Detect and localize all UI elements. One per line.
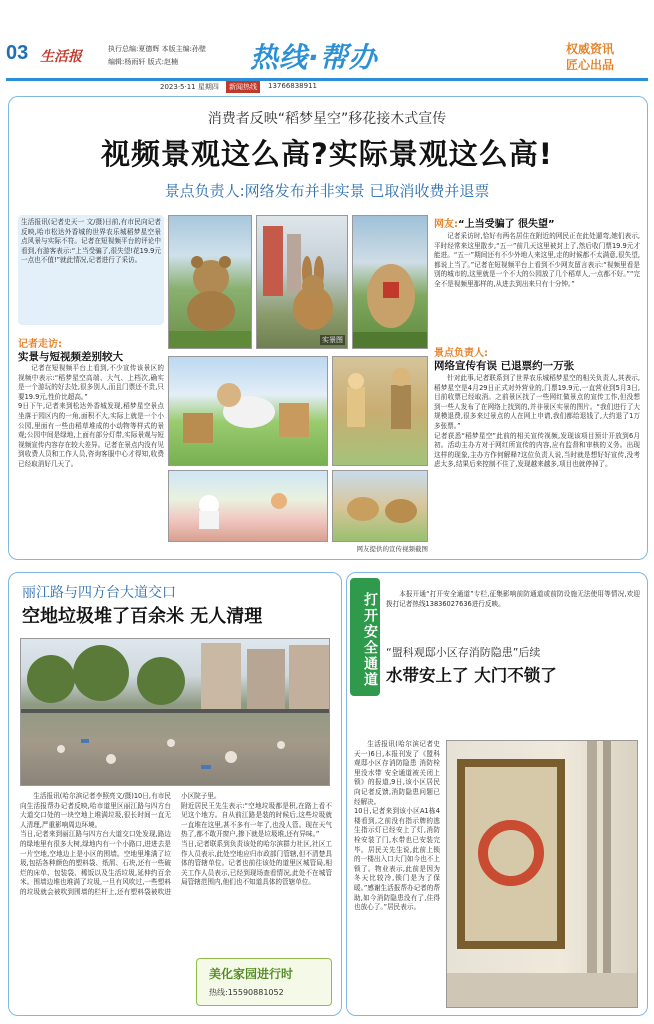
credits-line-1: 执行总编:夏德辉 本版主编:孙壁 — [108, 45, 206, 53]
photo-flower-field — [168, 470, 328, 542]
story1-lead: 生活报讯(记者史天一 文/摄)日前,有市民向记者反映,哈市松达外香城的世界农乐城稻梦星空景点风景与实际不符。记者在短视频平台的评论中看到,有游客表示:“上当受骗了,很失望!花19.9元一点也不值!”就此情况,记者进行了采访。 — [21, 218, 161, 265]
hotline-number: 13766838911 — [268, 82, 317, 90]
story3-headline: 水带安上了 大门不锁了 — [386, 666, 557, 685]
column-title: 热线·帮办 — [250, 41, 378, 74]
story2-headline: 空地垃圾堆了百余米 无人清理 — [22, 606, 263, 627]
safety-vertical-label: 打开安全通道 — [350, 578, 380, 696]
photo-bear-sculpture — [168, 215, 252, 349]
story3-intro: 本报开通“打开安全通道”专栏,征集影响前防通道或前防设施无法使用等情况,欢迎拨打记者热线13836027636进行反映。 — [386, 590, 640, 608]
netizen-title: “上当受骗了 很失望” — [458, 219, 555, 230]
hotline-label: 新闻热线 — [226, 81, 260, 93]
slogan-2: 匠心出品 — [566, 58, 615, 72]
netizen-body: 记者采访时,恰好有两名居住在附近的网民正在此处遛弯,她们表示,平时经常来这里散步,“五一”前几天这里被封上了,然后收门票19.9元才能进。“五一”期间还有不少外地人来这里,走的时候都不太满意,很失望,都说上当了。”记者在短视频平台上看到不少网友留言表示:“视频里看是别的城市的,这里就是一个不大的公园放了几个稻草人,一点都不好。”“完全不是视频里那样的,从进去到出来只有十分钟。” — [434, 232, 640, 288]
photo-hay-characters — [332, 356, 428, 466]
issue-date: 2023·5·11 星期四 — [160, 83, 219, 91]
photo-cartoon-garden — [168, 356, 328, 466]
photo-hay-figure — [352, 215, 428, 349]
story2-location: 丽江路与四方台大道交口 — [22, 585, 176, 601]
page-number: 03 — [6, 42, 29, 64]
story1-headline: 视频景观这么高?实际景观这么高! — [100, 137, 554, 171]
manager-label: 景点负责人: — [434, 348, 488, 359]
section1-body: 记者在短视频平台上看到,不少宣传该景区的视频中表示:“稻梦星空高端、大气、上档次,确实是一个游玩的好去处,很多别人,而且门票还不贵,只要19.9元,性价比超高。” 9日下午,记者来到松达外香城发现,稻梦星空景点坐落于园区内的一角,面积不大,实际上就是一个小公园,里面有一些由稻草堆成的小动物等样式的景观;公园中间是绿地,上面有部分灯带,实际景观与短视频宣传内容存在较大差异。记者在景点内没有见到收费人员和工作人员,咨询客服中心才得知,收费已经取消好几天了。 — [18, 364, 164, 468]
manager-title: 网络宣传有误 已退票约一万张 — [434, 360, 575, 372]
story3-body: 生活报讯(哈尔滨记者史天一)6日,本报刊发了《盟科观邸小区存消防隐患 消防栓里没水带 安全通道被关闭上锁》的报道,9日,该小区居民向记者反馈,消防隐患问题已经解决。 10日,记者来到该小区A1栋4楼看到,之前没有指示牌的逃生指示灯已经安上了灯,消防栓安装了门,水带也已安装完毕。居民关先生说,此前上锁的一楼出入口大门如今也不上锁了。物业表示,此前是因为冬天比较冷,锁门是为了保暖。”感谢生活报帮办记者的帮助,如今消防隐患没有了,住得也放心了。”居民表示。 — [354, 740, 440, 912]
photo-fire-hose-cabinet — [446, 740, 638, 1008]
story1-subhead: 景点负责人:网络发布并非实景 已取消收费并退票 — [164, 182, 490, 200]
story1-kicker: 消费者反映“稻梦星空”移花接木式宣传 — [207, 111, 447, 127]
netizen-label-text: 网友: — [434, 219, 458, 230]
header-rule — [6, 78, 648, 81]
photo-garbage-lot — [20, 638, 330, 786]
credits-line-2: 编辑:杨雨轩 版式:赵楠 — [108, 58, 178, 66]
section1-title: 实景与短视频差别较大 — [18, 351, 123, 363]
promo-title: 美化家园进行时 — [209, 967, 294, 981]
photo-tag-real-scene: 实景图 — [322, 336, 343, 344]
story3-kicker: “盟科观邸小区存消防隐患”后续 — [386, 646, 541, 659]
section1-label: 记者走访: — [18, 339, 62, 350]
promo-box — [196, 958, 332, 1006]
photo-rabbit-sculpture — [256, 215, 348, 349]
netizen-label — [434, 215, 555, 230]
slogan-1: 权威资讯 — [566, 42, 615, 56]
photo-hay-horses — [332, 470, 428, 542]
manager-body: 针对此事,记者联系到了世界农乐城稻梦星空的相关负责人,其表示,稻梦星空是4月29日正式对外营业的,门票19.9元,一直营业到5月3日,目前收票已经取消。之前景区找了一些网红做景点的宣传工作,但没想到一些人发布了在网络上找到的,并非景区实景的图片。“我们进行了大规模退费,很多来过景点的人在网上申请,我们都给退钱了,大约退了1万多张票。” 记者获悉“稻梦星空”此前的相关宣传视频,发现该项目预计开放到6月初。活动主办方对于网红所宣传的内容,应有监督和审核的义务。出现这样的现象,主办方作何解释?这位负责人说,当时就是想好好宣传,没考虑太多,结果后来控制不住了,发现越来越多,项目也就停掉了。 — [434, 374, 640, 469]
story1-lead-box — [18, 215, 164, 325]
story2-body: 生活报讯(哈尔滨记者李照亮文/摄)10日,有市民向生活报帮办记者反映,哈市道里区丽江路与四方台大道交口处的一块空地上堆满垃圾,很长时间一直无人清理,严重影响周边环境。 当日,记者来到丽江路与四方台大道交口处发现,路边的绿地里有很多大树,绿地内有一个小路口,进进去是一片空地,空地边上是小区的围墙。空地里堆满了垃圾,包括各种颜色的塑料袋、纸屑、石块,还有一些破烂的床单、包装袋、稀饭以及生活垃圾,延伸约百余米。围墙边堆也堆满了垃圾,一旦有风吹过,一些塑料的垃圾就会被吹到围墙的栏杆上,还有塑料袋被吹进小区院子里。 附近居民王先生表示:“空地垃圾都是积,在路上看不见这个地方。自从前江路是装的时候后,这些垃圾就一直堆在这里,甚不多有一年了,也没人管。现在天气热了,都不敢开窗户,掺下就是垃圾堆,还有异味。” 当日,记者联系到负责该处的哈尔滨群力社区,社区工作人员表示,此处空地应归市政部门管辖,但不清楚具体的管辖单位。记者也前往该处的道里区城管局,相关工作人员表示,已经到现场查看情况,此处不在城管局管辖范围内,他们也不知道具体的管辖单位。 — [20, 792, 332, 896]
promo-phone: 热线:15590881052 — [209, 988, 284, 997]
photo-caption: 网友提供的宣传视频截图 — [356, 545, 428, 553]
paper-name: 生活报 — [40, 49, 82, 65]
